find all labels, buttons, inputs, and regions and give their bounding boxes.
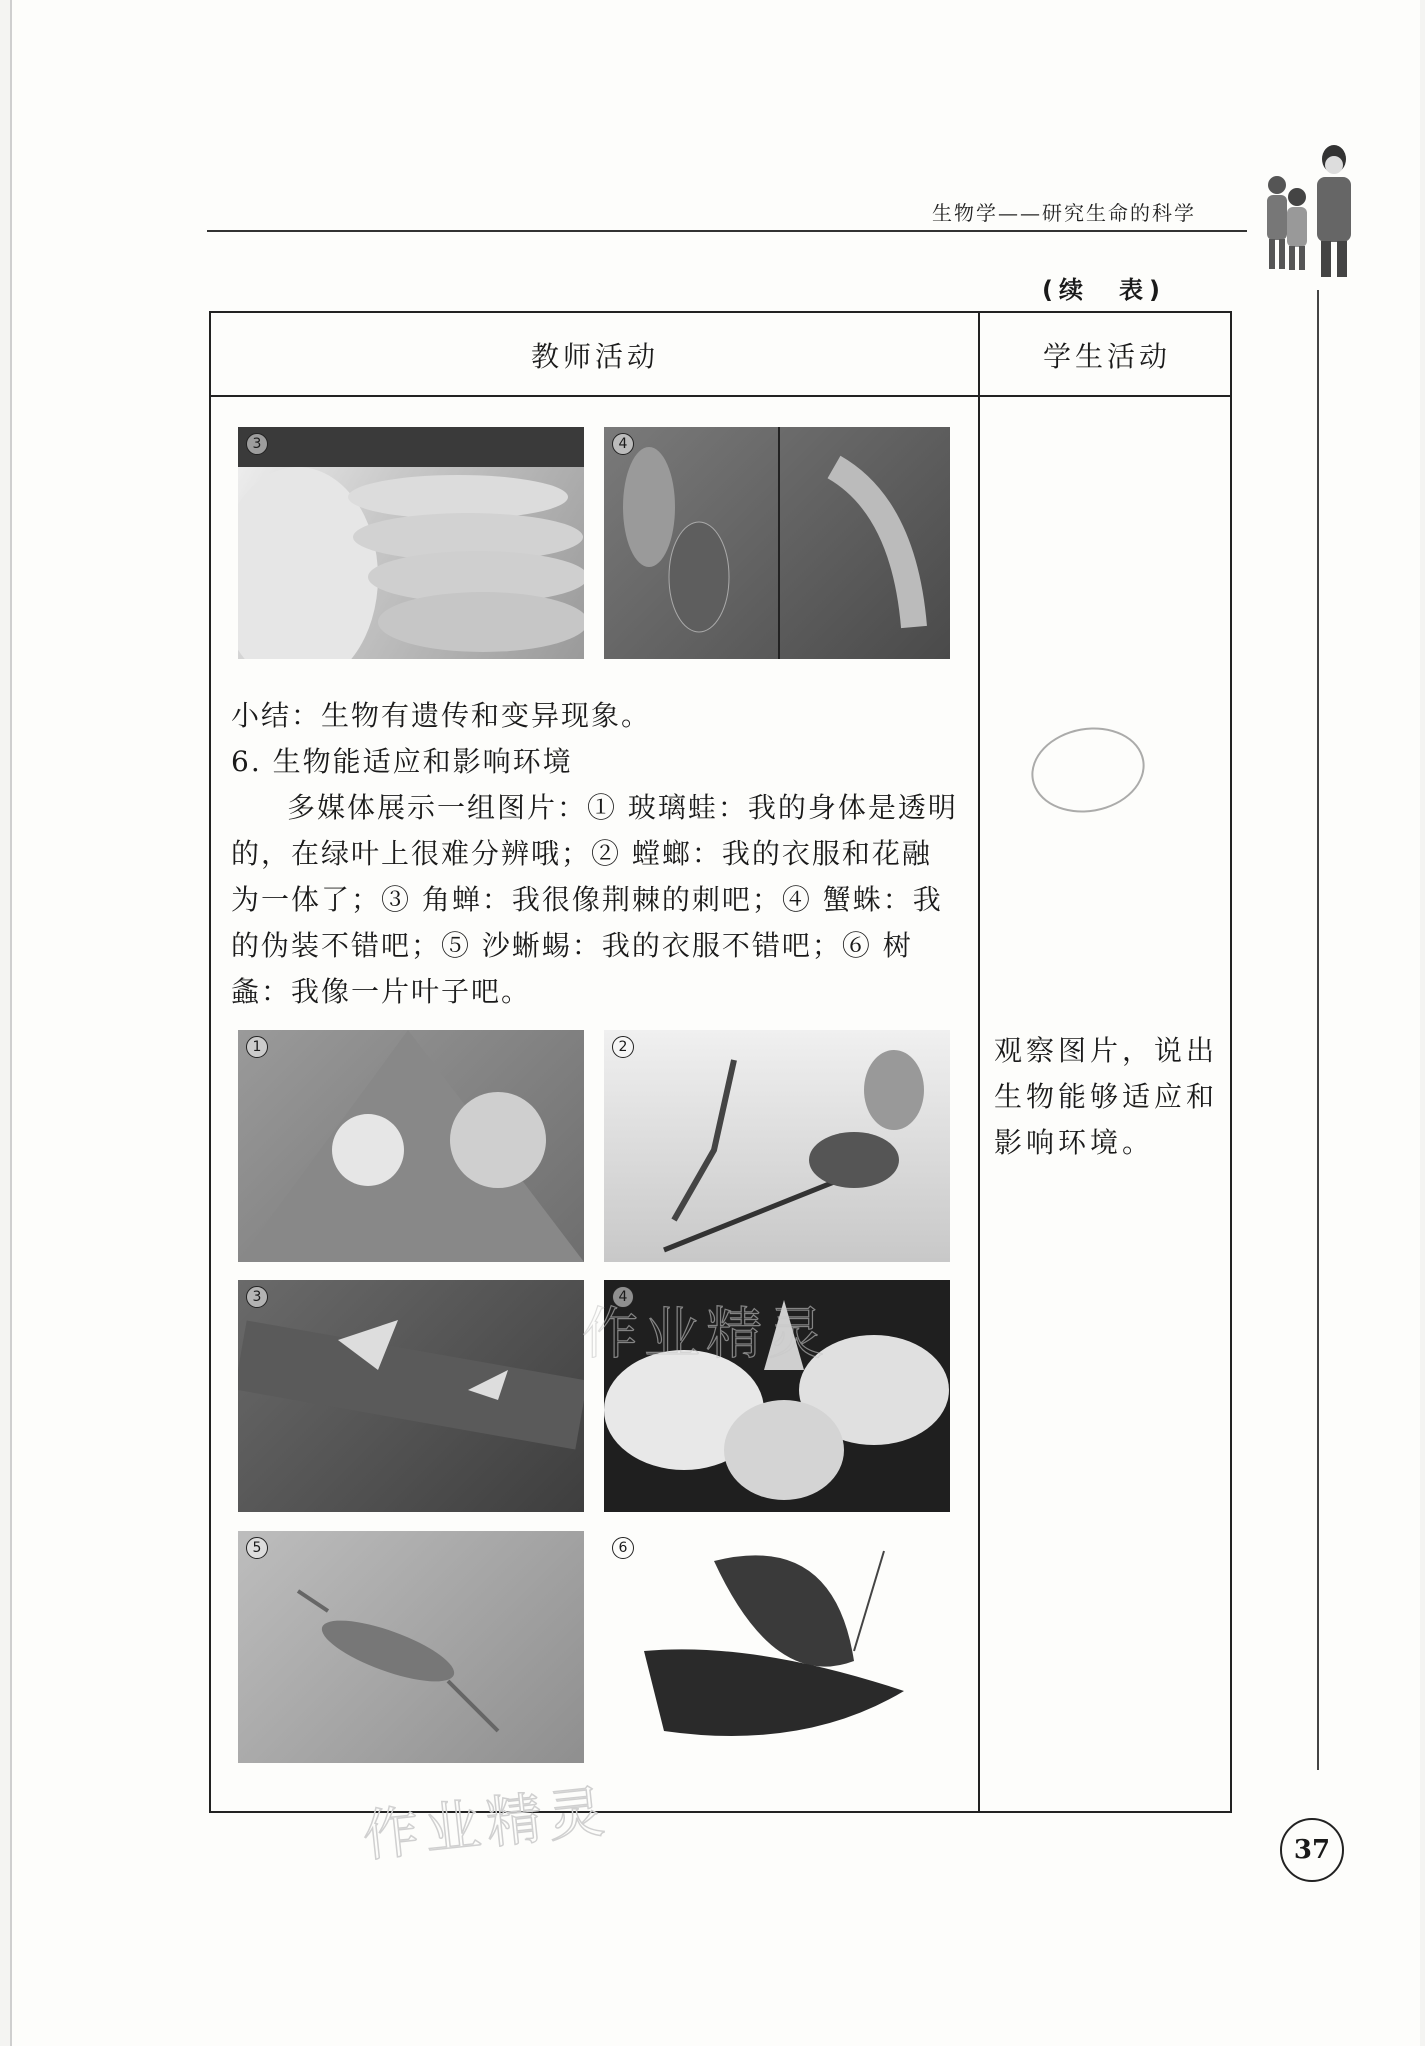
photo-piglets: [238, 427, 584, 659]
header-divider: [211, 395, 1230, 397]
mantis-illustration: [604, 1030, 950, 1262]
katydid-illustration: [604, 1531, 950, 1763]
section-heading: 6. 生物能适应和影响环境: [231, 745, 573, 778]
continued-label: (续 表): [1042, 276, 1166, 304]
page-number: 37: [1280, 1818, 1344, 1882]
photo-number: 3: [246, 433, 268, 455]
photo-number: 2: [612, 1036, 634, 1058]
student-activity-text: 观察图片，说出生物能够适应和影响环境。: [994, 1034, 1219, 1159]
photo-number: 4: [612, 1286, 634, 1308]
treehopper-illustration: [238, 1280, 584, 1512]
photo-melon-pod: [604, 427, 950, 659]
glass-frog-illustration: [238, 1030, 584, 1262]
sand-lizard-illustration: [238, 1531, 584, 1763]
photo-number: 5: [246, 1537, 268, 1559]
column-header-teacher: 教师活动: [531, 340, 660, 373]
piglets-illustration: [238, 427, 584, 659]
column-header-student: 学生活动: [1043, 340, 1172, 373]
header-rule: [207, 230, 1247, 232]
watermark: 作业精灵: [359, 1779, 614, 1870]
watermark-faint: 作业精灵: [582, 1302, 830, 1367]
column-divider: [978, 313, 980, 1811]
photo-number: 1: [246, 1036, 268, 1058]
photo-number: 4: [612, 433, 634, 455]
photo-sand-lizard: [238, 1531, 584, 1763]
stamp-seal: [1025, 719, 1152, 822]
photo-number: 3: [246, 1286, 268, 1308]
photo-mantis: [604, 1030, 950, 1262]
header-title: 生物学——研究生命的科学: [932, 201, 1196, 225]
margin-rule: [1317, 290, 1319, 1770]
melon-pod-illustration: [604, 427, 950, 659]
lesson-table: [209, 311, 1232, 1813]
photo-treehopper: [238, 1280, 584, 1512]
section-paragraph: 多媒体展示一组图片：① 玻璃蛙：我的身体是透明的，在绿叶上很难分辨哦；② 螳螂：我的衣服和花融为一体了；③ 角蝉：我很像荆棘的刺吧；④ 蟹蛛：我的伪装不错吧；⑤ 沙蜥蜴：我的衣服不错吧；⑥ 树螽：我像一片叶子吧。: [231, 791, 958, 1008]
teacher-students-illustration: [1247, 135, 1372, 285]
summary-text: 小结：生物有遗传和变异现象。: [231, 699, 652, 732]
photo-glass-frog: [238, 1030, 584, 1262]
page: [10, 0, 1420, 2046]
photo-number: 6: [612, 1537, 634, 1559]
photo-katydid: [604, 1531, 950, 1763]
